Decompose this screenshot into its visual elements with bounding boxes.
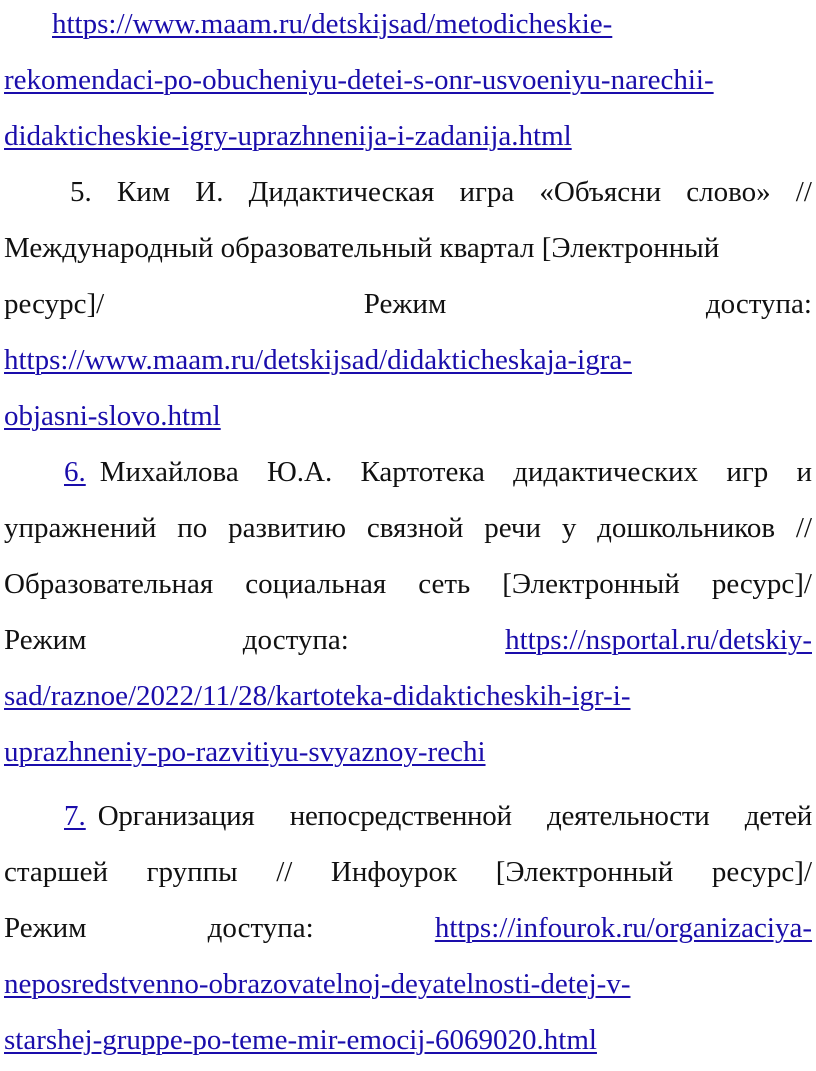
ref6-url-line3[interactable] [4,732,812,772]
ref5-mode-label: Режим [363,288,447,320]
ref7-number[interactable]: 7. [64,800,86,832]
ref7-source-text: старшей группы // Инфоурок [Электронный ресурс]/ [4,856,812,888]
ref7-url-line3[interactable] [4,1020,812,1060]
ref5-word: // [795,176,812,208]
ref5-line3 [4,284,812,324]
ref5-word: «Объясни [539,176,662,208]
ref5-number: 5. [70,176,92,208]
ref5-word: слово» [686,176,771,208]
ref5-line1 [70,172,812,212]
ref7-link-part1[interactable]: https://infourok.ru/organizaciya- [434,912,812,944]
ref7-line2 [4,852,812,892]
ref5-url-line2[interactable] [4,396,812,436]
ref6-line3 [4,564,812,604]
ref4-url-line3[interactable] [4,116,812,156]
ref4-url-line2[interactable] [4,60,812,100]
ref6-link-part3[interactable]: uprazhneniy-po-razvitiyu-svyaznoy-rechi [4,736,486,768]
ref5-access-label: доступа: [705,288,812,320]
ref5-source-text: Международный образовательный квартал [Электронный [4,232,720,264]
ref7-title-start: Организация непосредственной деятельности детей [97,800,812,832]
ref6-title-cont: упражнений по развитию связной речи у дошкольников // [4,512,812,544]
ref6-line1 [48,452,812,492]
ref7-access-label: доступа: [207,912,314,944]
ref7-line1 [48,796,812,836]
ref4-url-line1[interactable] [52,4,816,44]
ref6-link-part1[interactable]: https://nsportal.ru/detskiy- [505,624,812,656]
ref6-url-line2[interactable] [4,676,812,716]
ref6-title-start: Михайлова Ю.А. Картотека дидактических игр и [99,456,812,488]
ref6-access-label: доступа: [242,624,349,656]
ref7-mode-label: Режим [4,912,87,944]
ref6-link-part2[interactable]: sad/raznoe/2022/11/28/kartoteka-didakticheskih-igr-i- [4,680,631,712]
ref5-link-part2[interactable]: objasni-slovo.html [4,400,221,432]
ref7-url-line2[interactable] [4,964,812,1004]
ref5-word: Дидактическая [248,176,435,208]
ref7-line3 [4,908,812,948]
ref4-link-part2[interactable]: rekomendaci-po-obucheniyu-detei-s-onr-usvoeniyu-narechii- [4,64,714,96]
ref6-line2 [4,508,812,548]
ref5-line2 [4,228,812,268]
ref7-link-part3[interactable]: starshej-gruppe-po-teme-mir-emocij-6069020.html [4,1024,597,1056]
ref5-word: игра [459,176,515,208]
ref4-link-part1[interactable]: https://www.maam.ru/detskijsad/metodicheskie- [52,8,613,40]
ref6-line4 [4,620,812,660]
ref6-mode-label: Режим [4,624,87,656]
ref4-link-part3[interactable]: didakticheskie-igry-uprazhnenija-i-zadanija.html [4,120,572,152]
ref5-word: Ким [116,176,171,208]
ref5-url-line1[interactable] [4,340,812,380]
ref5-link-part1[interactable]: https://www.maam.ru/detskijsad/didakticheskaja-igra- [4,344,632,376]
ref6-number[interactable]: 6. [64,456,86,488]
ref7-link-part2[interactable]: neposredstvenno-obrazovatelnoj-deyatelnosti-detej-v- [4,968,631,1000]
ref6-source-text: Образовательная социальная сеть [Электронный ресурс]/ [4,568,812,600]
ref5-resource-label: ресурс]/ [4,288,105,320]
ref5-word: И. [195,176,224,208]
